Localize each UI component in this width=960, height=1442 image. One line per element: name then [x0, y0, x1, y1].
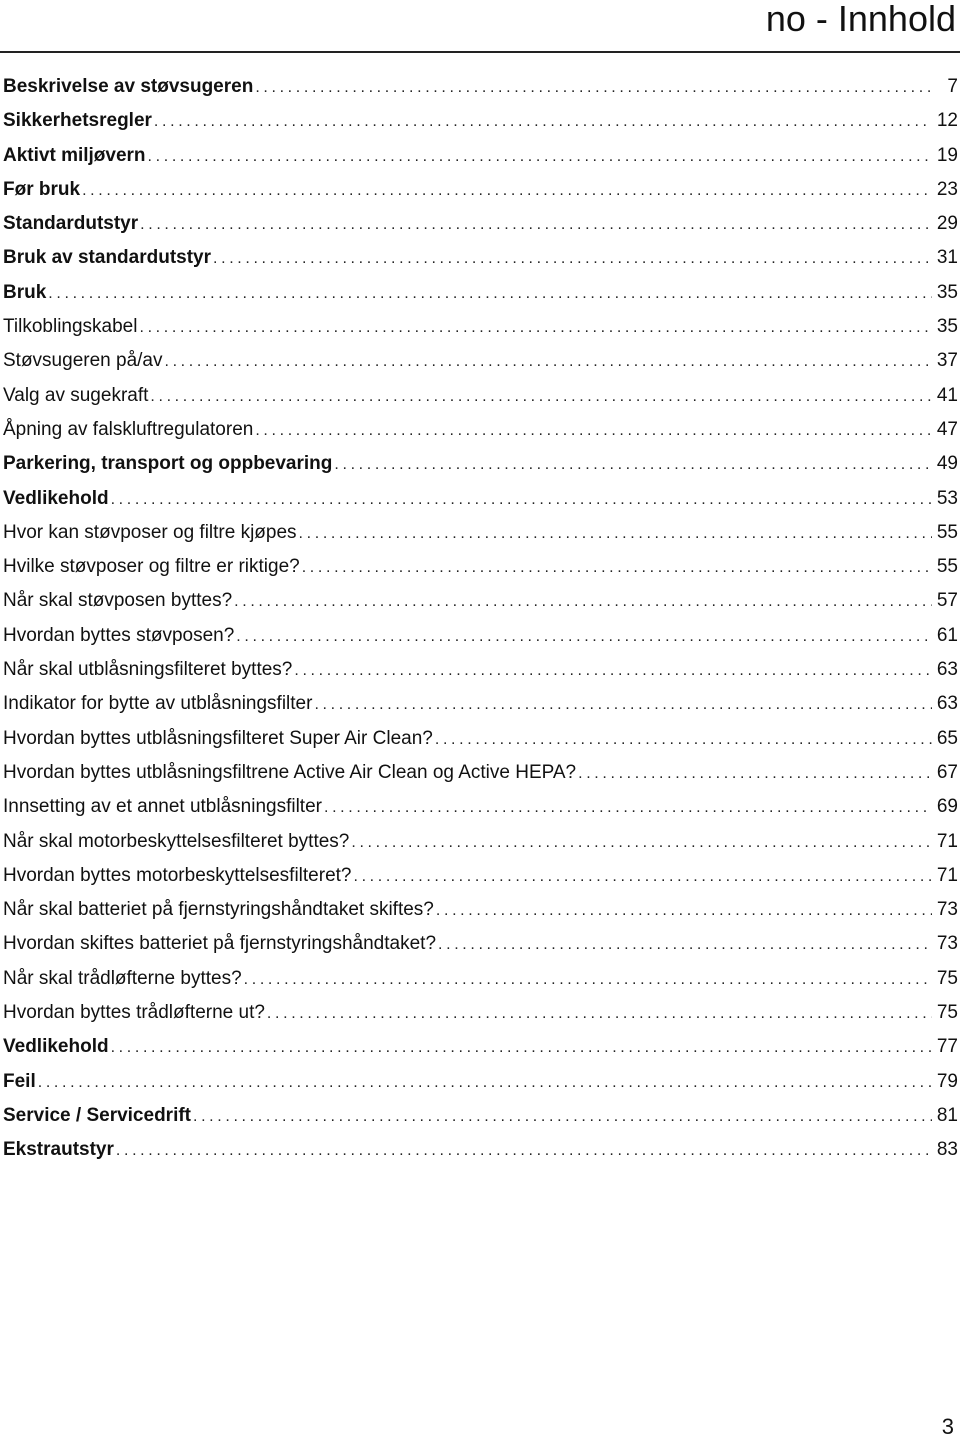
toc-entry[interactable]	[0, 653, 958, 687]
toc-entry-title: Bruk	[3, 281, 47, 303]
toc-entry-title: Når skal støvposen byttes?	[3, 590, 233, 612]
page-title: no - Innhold	[765, 0, 956, 39]
header-rule	[0, 51, 960, 53]
dot-leader	[435, 723, 932, 756]
toc-entry-title: Når skal trådløfterne byttes?	[3, 967, 242, 989]
toc-entry[interactable]	[0, 825, 958, 859]
toc-entry-title: Vedlikehold	[3, 1036, 109, 1058]
toc-entry-page: 63	[936, 693, 958, 715]
toc-entry-title: Når skal utblåsningsfilteret byttes?	[3, 659, 293, 681]
toc-entry[interactable]	[0, 173, 958, 207]
toc-entry-page: 61	[936, 624, 958, 646]
toc-entry-title: Aktivt miljøvern	[3, 144, 146, 166]
toc-entry-page: 75	[936, 967, 958, 989]
toc-entry-page: 67	[936, 761, 958, 783]
toc-entry-title: Hvor kan støvposer og filtre kjøpes	[3, 521, 297, 543]
toc-entry[interactable]	[0, 687, 958, 721]
toc-entry-page: 29	[936, 213, 958, 235]
toc-entry[interactable]	[0, 790, 958, 824]
toc-entry[interactable]	[0, 310, 958, 344]
dot-leader	[334, 448, 932, 481]
toc-entry-title: Når skal motorbeskyttelsesfilteret byttes?	[3, 830, 350, 852]
toc-entry[interactable]	[0, 379, 958, 413]
toc-entry-page: 12	[936, 110, 958, 132]
dot-leader	[354, 860, 933, 893]
toc-entry-title: Ekstrautstyr	[3, 1139, 114, 1161]
toc-entry[interactable]	[0, 996, 958, 1030]
dot-leader	[193, 1100, 932, 1133]
page-number: 3	[941, 1414, 954, 1439]
toc-entry-title: Tilkoblingskabel	[3, 316, 138, 338]
toc-entry-title: Parkering, transport og oppbevaring	[3, 453, 333, 475]
dot-leader	[111, 1031, 932, 1064]
dot-leader	[436, 894, 932, 927]
toc-entry-title: Hvordan byttes motorbeskyttelsesfilteret?	[3, 864, 352, 886]
toc-entry-page: 65	[936, 727, 958, 749]
dot-leader	[38, 1066, 932, 1099]
toc-entry-page: 47	[936, 418, 958, 440]
dot-leader	[82, 174, 932, 207]
toc-entry-title: Hvordan byttes utblåsningsfiltrene Active Air Clean og Active HEPA?	[3, 761, 577, 783]
dot-leader	[150, 380, 932, 413]
dot-leader	[351, 826, 932, 859]
toc-entry[interactable]	[0, 927, 958, 961]
toc-entry[interactable]	[0, 276, 958, 310]
toc-entry[interactable]	[0, 482, 958, 516]
toc-entry-page: 69	[936, 796, 958, 818]
dot-leader	[255, 71, 932, 104]
dot-leader	[578, 757, 932, 790]
toc-entry-page: 37	[936, 350, 958, 372]
toc-entry-title: Hvordan skiftes batteriet på fjernstyringshåndtaket?	[3, 933, 437, 955]
toc-entry[interactable]	[0, 1030, 958, 1064]
toc-entry[interactable]	[0, 516, 958, 550]
toc-entry-page: 19	[936, 144, 958, 166]
dot-leader	[164, 345, 932, 378]
toc-entry-page: 75	[936, 1002, 958, 1024]
toc-entry[interactable]	[0, 104, 958, 138]
toc-entry[interactable]	[0, 344, 958, 378]
toc-entry-title: Før bruk	[3, 178, 81, 200]
toc-entry-page: 79	[936, 1070, 958, 1092]
toc-entry-page: 77	[936, 1036, 958, 1058]
dot-leader	[140, 208, 932, 241]
dot-leader	[324, 791, 932, 824]
toc-entry-title: Standardutstyr	[3, 213, 139, 235]
dot-leader	[154, 105, 932, 138]
toc-entry-page: 53	[936, 487, 958, 509]
toc-entry-title: Service / Servicedrift	[3, 1104, 191, 1126]
toc-entry-page: 73	[936, 933, 958, 955]
toc-entry-page: 81	[936, 1104, 958, 1126]
toc-entry-page: 71	[936, 830, 958, 852]
toc-entry-page: 41	[936, 384, 958, 406]
toc-entry-title: Hvordan byttes trådløfterne ut?	[3, 1002, 265, 1024]
toc-entry[interactable]	[0, 584, 958, 618]
toc-entry[interactable]	[0, 139, 958, 173]
toc-entry-page: 55	[936, 556, 958, 578]
dot-leader	[294, 654, 932, 687]
toc-entry-title: Hvordan byttes utblåsningsfilteret Super Air Clean?	[3, 727, 433, 749]
toc-entry-page: 57	[936, 590, 958, 612]
dot-leader	[267, 997, 932, 1030]
dot-leader	[236, 620, 932, 653]
toc-entry-title: Valg av sugekraft	[3, 384, 149, 406]
toc-entry[interactable]	[0, 413, 958, 447]
toc-entry-page: 73	[936, 899, 958, 921]
toc-entry-title: Feil	[3, 1070, 36, 1092]
table-of-contents	[0, 70, 958, 1168]
dot-leader	[111, 483, 932, 516]
dot-leader	[302, 551, 932, 584]
toc-entry-page: 71	[936, 864, 958, 886]
dot-leader	[299, 517, 932, 550]
toc-entry[interactable]	[0, 893, 958, 927]
dot-leader	[116, 1134, 932, 1167]
toc-entry[interactable]	[0, 550, 958, 584]
toc-entry-title: Innsetting av et annet utblåsningsfilter	[3, 796, 322, 818]
toc-entry[interactable]	[0, 756, 958, 790]
toc-entry-page: 83	[936, 1139, 958, 1161]
toc-entry-page: 63	[936, 659, 958, 681]
toc-entry[interactable]	[0, 70, 958, 104]
toc-entry-title: Når skal batteriet på fjernstyringshåndtaket skiftes?	[3, 899, 434, 921]
dot-leader	[314, 688, 932, 721]
toc-entry-page: 55	[936, 521, 958, 543]
toc-entry-title: Sikkerhetsregler	[3, 110, 152, 132]
page-header	[0, 0, 960, 66]
toc-entry[interactable]	[0, 1065, 958, 1099]
toc-entry-page: 49	[936, 453, 958, 475]
toc-entry-title: Bruk av standardutstyr	[3, 247, 212, 269]
toc-entry-title: Åpning av falskluftregulatoren	[3, 418, 254, 440]
toc-entry-title: Hvilke støvposer og filtre er riktige?	[3, 556, 300, 578]
toc-entry-title: Indikator for bytte av utblåsningsfilter	[3, 693, 313, 715]
toc-entry[interactable]	[0, 1099, 958, 1133]
toc-entry-page: 35	[936, 281, 958, 303]
toc-entry[interactable]	[0, 207, 958, 241]
toc-entry[interactable]	[0, 722, 958, 756]
toc-entry-title: Beskrivelse av støvsugeren	[3, 76, 254, 97]
toc-entry-title: Vedlikehold	[3, 487, 109, 509]
toc-entry-page: 35	[936, 316, 958, 338]
dot-leader	[148, 140, 932, 173]
dot-leader	[139, 311, 932, 344]
toc-entry[interactable]	[0, 859, 958, 893]
dot-leader	[244, 963, 932, 996]
toc-entry-page: 7	[947, 76, 958, 97]
toc-entry[interactable]	[0, 241, 958, 275]
toc-entry[interactable]	[0, 962, 958, 996]
toc-entry-page: 23	[936, 178, 958, 200]
dot-leader	[48, 277, 932, 310]
dot-leader	[438, 928, 932, 961]
toc-entry-title: Hvordan byttes støvposen?	[3, 624, 235, 646]
toc-entry-page: 31	[936, 247, 958, 269]
dot-leader	[255, 414, 932, 447]
dot-leader	[234, 585, 932, 618]
dot-leader	[213, 242, 932, 275]
toc-entry[interactable]	[0, 619, 958, 653]
toc-entry-title: Støvsugeren på/av	[3, 350, 163, 372]
toc-entry[interactable]	[0, 447, 958, 481]
toc-entry[interactable]	[0, 1133, 958, 1167]
